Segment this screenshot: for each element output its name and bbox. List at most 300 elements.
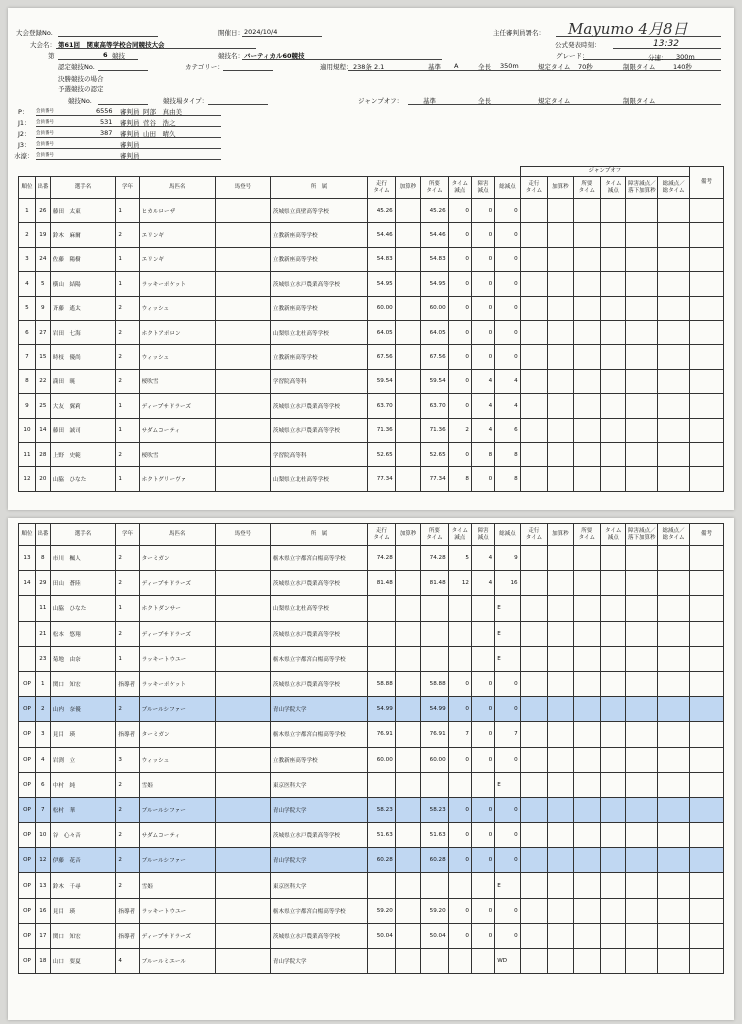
cell-empty [215, 823, 270, 848]
cell-jumpoff-empty [573, 646, 601, 671]
official-name-label: 審判員 [120, 152, 140, 160]
results-table-page-1 [18, 166, 724, 492]
cell-rider: 見目 瑛 [50, 898, 116, 923]
cell-rank: 6 [19, 320, 36, 344]
cell-jumpoff-empty [548, 923, 573, 948]
col-start: 出番 [35, 524, 50, 546]
cell-run [368, 596, 396, 621]
cell-run: 81.48 [368, 571, 396, 596]
cell-empty [215, 199, 270, 223]
cell-horse: ディープサドラーズ [139, 394, 215, 418]
standard-label: 基準 [428, 63, 441, 71]
cell-jumpoff-empty [601, 418, 626, 442]
cell-empty [395, 621, 420, 646]
cell-jumpoff-empty [658, 722, 690, 747]
cell-grade: 2 [116, 223, 139, 247]
cell-jumpoff-empty [658, 621, 690, 646]
cell-tot: 0 [495, 345, 520, 369]
cell-run: 60.00 [368, 296, 396, 320]
cell-horse: ホクトダンサー [139, 596, 215, 621]
cell-jumpoff-empty [573, 898, 601, 923]
col-rank: 順位 [19, 524, 36, 546]
col-total-pen: 総減点 [495, 524, 520, 546]
official-role: J3： [18, 141, 31, 149]
cell-jumpoff-empty [690, 467, 724, 491]
cell-tp: 0 [448, 223, 471, 247]
cell-jumpoff-empty [573, 369, 601, 393]
cell-jumpoff-empty [689, 571, 723, 596]
cell-rank: OP [19, 923, 36, 948]
cell-jumpoff-empty [626, 296, 658, 320]
jo-standard-label: 基準 [423, 97, 436, 105]
cell-op: 0 [471, 199, 494, 223]
cell-jumpoff-empty [601, 442, 626, 466]
cell-jumpoff-empty [548, 772, 573, 797]
col-obs-pen: 障害 減点 [471, 524, 494, 546]
cell-start: 19 [35, 223, 50, 247]
cell-req: 58.23 [421, 797, 449, 822]
table-row [19, 345, 724, 369]
cell-jumpoff-empty [658, 797, 690, 822]
cell-jumpoff-empty [658, 442, 690, 466]
col-remarks: 備考 [689, 524, 723, 546]
cell-rider: 山脇 ひなた [50, 596, 116, 621]
cell-start: 10 [35, 823, 50, 848]
cell-empty [395, 272, 420, 296]
cell-rank: 11 [19, 442, 36, 466]
cell-jumpoff-empty [658, 697, 690, 722]
table-row [19, 697, 724, 722]
official-role: P： [18, 108, 29, 116]
col-obs-pen: 障害 減点 [471, 177, 494, 199]
cell-req: 76.91 [421, 722, 449, 747]
cell-aff: 茨城県立水戸農業高等学校 [270, 671, 367, 696]
cell-tot: 0 [495, 199, 520, 223]
decider-label-1: 決勝競技の場合 [58, 75, 104, 83]
col-horse: 馬匹名 [139, 524, 215, 546]
cell-req [421, 596, 449, 621]
cell-req: 54.46 [421, 223, 449, 247]
cell-jumpoff-empty [658, 320, 690, 344]
cell-jumpoff-empty [520, 797, 548, 822]
cell-jumpoff-empty [548, 898, 573, 923]
cell-jumpoff-empty [573, 345, 601, 369]
cell-grade: 3 [116, 747, 139, 772]
cell-jumpoff-empty [573, 223, 601, 247]
cell-horse: ブルールミエール [139, 949, 215, 974]
col-horse: 馬匹名 [139, 177, 215, 199]
cell-start: 13 [35, 873, 50, 898]
cell-empty [215, 369, 270, 393]
cell-tot: 8 [495, 467, 520, 491]
cell-jumpoff-empty [573, 621, 601, 646]
cell-jumpoff-empty [520, 823, 548, 848]
official-name: 菅谷 浩之 [143, 119, 176, 127]
table-row [19, 223, 724, 247]
table-row [19, 772, 724, 797]
cell-jumpoff-empty [520, 442, 548, 466]
cell-jumpoff-empty [573, 546, 601, 571]
cell-horse: ウィッシュ [139, 345, 215, 369]
cell-jumpoff-empty [548, 646, 573, 671]
col-jo-run: 走行 タイム [520, 524, 548, 546]
col-rider: 選手名 [50, 177, 116, 199]
cell-tp: 0 [448, 797, 471, 822]
cell-grade: 1 [116, 272, 139, 296]
cell-jumpoff-empty [573, 442, 601, 466]
cell-tot: 0 [495, 697, 520, 722]
cell-jumpoff-empty [626, 797, 658, 822]
cell-jumpoff-empty [690, 296, 724, 320]
cell-aff: 茨城県立水戸農業高等学校 [270, 621, 367, 646]
cell-run: 71.36 [368, 418, 396, 442]
cell-start: 17 [35, 923, 50, 948]
cell-jumpoff-empty [601, 223, 626, 247]
cell-run: 67.56 [368, 345, 396, 369]
cell-empty [215, 223, 270, 247]
cell-jumpoff-empty [520, 747, 548, 772]
cell-jumpoff-empty [520, 394, 548, 418]
cell-req [421, 772, 449, 797]
col-jo-add: 加算秒 [548, 177, 573, 199]
cell-jumpoff-empty [520, 873, 548, 898]
cell-jumpoff-empty [626, 823, 658, 848]
cell-rank: OP [19, 848, 36, 873]
cell-jumpoff-empty [601, 621, 626, 646]
cell-jumpoff-empty [573, 418, 601, 442]
cell-grade: 1 [116, 247, 139, 271]
cell-jumpoff-empty [658, 369, 690, 393]
cell-rank: 4 [19, 272, 36, 296]
cell-tp: 0 [448, 442, 471, 466]
cell-horse: ターミガン [139, 722, 215, 747]
cell-jumpoff-empty [690, 442, 724, 466]
cell-tot: 8 [495, 442, 520, 466]
cell-tp: 0 [448, 369, 471, 393]
cell-jumpoff-empty [548, 442, 573, 466]
cell-grade: 1 [116, 199, 139, 223]
official-name-label: 審判員 [120, 130, 140, 138]
cell-horse: ディープサドラーズ [139, 571, 215, 596]
table-row [19, 596, 724, 621]
cell-start: 5 [35, 272, 50, 296]
cell-jumpoff-empty [658, 949, 690, 974]
cell-empty [215, 797, 270, 822]
cell-horse: ホクトグリーヴァ [139, 467, 215, 491]
cell-jumpoff-empty [690, 223, 724, 247]
cell-horse: ヒカルローザ [139, 199, 215, 223]
cell-start: 15 [35, 345, 50, 369]
results-sheet-page-2 [8, 518, 734, 1020]
col-add-sec: 加算秒 [395, 524, 420, 546]
official-sub: 会員番号 [36, 153, 54, 158]
cell-jumpoff-empty [520, 247, 548, 271]
cell-jumpoff-empty [573, 467, 601, 491]
cell-jumpoff-empty [548, 797, 573, 822]
cell-aff: 茨城県立真壁高等学校 [270, 199, 367, 223]
cell-tp [448, 772, 471, 797]
cell-jumpoff-empty [573, 571, 601, 596]
decider-label-2: 予選競技の認定 [58, 85, 104, 93]
cell-jumpoff-empty [689, 949, 723, 974]
cell-grade: 2 [116, 296, 139, 320]
cell-empty [215, 898, 270, 923]
cell-jumpoff-empty [689, 898, 723, 923]
jo-limit-label: 制限タイム [623, 97, 656, 105]
cell-jumpoff-empty [548, 747, 573, 772]
cell-req: 74.28 [421, 546, 449, 571]
cell-rank: 5 [19, 296, 36, 320]
table-row [19, 247, 724, 271]
cell-horse: ブルールシファー [139, 797, 215, 822]
col-req-time: 所要 タイム [421, 177, 449, 199]
cell-op: 0 [471, 345, 494, 369]
cell-jumpoff-empty [658, 923, 690, 948]
category-label: カテゴリー： [185, 63, 224, 71]
cell-grade: 1 [116, 467, 139, 491]
cell-run: 45.26 [368, 199, 396, 223]
col-time-pen: タイム 減点 [448, 177, 471, 199]
course-no-label: 競技No. [68, 97, 92, 105]
cell-rank: OP [19, 772, 36, 797]
cell-rank: 14 [19, 571, 36, 596]
cell-rider: 横山 結陽 [50, 272, 116, 296]
table-row [19, 467, 724, 491]
cell-jumpoff-empty [520, 697, 548, 722]
cell-op [471, 596, 494, 621]
cell-tot: E [495, 646, 520, 671]
results-table-page-2 [18, 523, 724, 974]
cell-horse: エリンギ [139, 247, 215, 271]
cell-tot: 0 [495, 848, 520, 873]
cell-run: 76.91 [368, 722, 396, 747]
cell-aff: 山梨県立北杜高等学校 [270, 467, 367, 491]
cell-horse: 雪姫 [139, 772, 215, 797]
cell-jumpoff-empty [690, 418, 724, 442]
cell-horse: ウィッシュ [139, 747, 215, 772]
official-name-label: 審判員 [120, 119, 140, 127]
cell-rank: 3 [19, 247, 36, 271]
cell-jumpoff-empty [601, 923, 626, 948]
speed-label: 分速： [648, 54, 668, 62]
table-row [19, 199, 724, 223]
cell-jumpoff-empty [626, 747, 658, 772]
cell-start: 1 [35, 671, 50, 696]
cell-op [471, 772, 494, 797]
cell-jumpoff-empty [690, 199, 724, 223]
cell-jumpoff-empty [601, 199, 626, 223]
cell-op: 0 [471, 898, 494, 923]
cell-op [471, 646, 494, 671]
cell-jumpoff-empty [573, 596, 601, 621]
cell-rider: 岩渕 立 [50, 747, 116, 772]
cell-empty [395, 873, 420, 898]
event-name-label: 競技名： [218, 52, 244, 60]
cell-rider: 関口 知宏 [50, 671, 116, 696]
cell-jumpoff-empty [626, 923, 658, 948]
cell-jumpoff-empty [601, 898, 626, 923]
cell-jumpoff-empty [520, 272, 548, 296]
cell-tp [448, 949, 471, 974]
official-time: 13:32 [653, 39, 679, 49]
cell-op: 0 [471, 848, 494, 873]
table-row [19, 646, 724, 671]
cell-jumpoff-empty [690, 345, 724, 369]
cell-tot: 9 [495, 546, 520, 571]
cell-grade: 4 [116, 949, 139, 974]
cell-jumpoff-empty [626, 596, 658, 621]
cell-jumpoff-empty [626, 320, 658, 344]
cell-aff: 学習院高等科 [270, 442, 367, 466]
col-start: 出番 [35, 177, 50, 199]
cell-jumpoff-empty [548, 823, 573, 848]
results-sheet-page-1 [8, 8, 734, 510]
cell-rider: 谷 心々音 [50, 823, 116, 848]
cell-rank: 9 [19, 394, 36, 418]
cell-empty [395, 320, 420, 344]
cell-req: 45.26 [421, 199, 449, 223]
cell-aff: 立教新座高等学校 [270, 747, 367, 772]
cell-rider: 中村 純 [50, 772, 116, 797]
table-row [19, 418, 724, 442]
cell-run: 59.54 [368, 369, 396, 393]
cell-req: 60.28 [421, 848, 449, 873]
cell-jumpoff-empty [658, 898, 690, 923]
cell-jumpoff-empty [520, 772, 548, 797]
cell-run [368, 621, 396, 646]
cell-tot: 0 [495, 320, 520, 344]
cell-grade: 指導者 [116, 923, 139, 948]
cell-jumpoff-empty [658, 345, 690, 369]
cell-start: 20 [35, 467, 50, 491]
cell-rider: 斉藤 遙太 [50, 296, 116, 320]
table-row [19, 621, 724, 646]
allowed-time-label: 規定タイム [538, 63, 571, 71]
cell-jumpoff-empty [658, 596, 690, 621]
official-num: 531 [100, 118, 113, 126]
cell-jumpoff-empty [548, 621, 573, 646]
cell-jumpoff-empty [626, 418, 658, 442]
cell-start: 8 [35, 546, 50, 571]
cell-jumpoff-empty [573, 722, 601, 747]
cell-start: 2 [35, 697, 50, 722]
cell-tot: E [495, 772, 520, 797]
cell-jumpoff-empty [658, 571, 690, 596]
cell-jumpoff-empty [626, 394, 658, 418]
cell-run [368, 949, 396, 974]
table-row [19, 546, 724, 571]
cell-op: 0 [471, 223, 494, 247]
cell-empty [215, 949, 270, 974]
cell-jumpoff-empty [658, 296, 690, 320]
cell-horse: 雪姫 [139, 873, 215, 898]
official-num: 6556 [96, 107, 113, 115]
length-value: 350m [500, 62, 519, 70]
cell-run: 51.63 [368, 823, 396, 848]
cell-jumpoff-empty [626, 697, 658, 722]
cell-rider: 松村 華 [50, 797, 116, 822]
cell-aff: 茨城県立水戸農業高等学校 [270, 394, 367, 418]
cell-jumpoff-empty [689, 797, 723, 822]
cell-req: 51.63 [421, 823, 449, 848]
cell-req [421, 873, 449, 898]
cell-jumpoff-empty [601, 646, 626, 671]
official-role: 水濠： [14, 152, 34, 160]
cell-run: 63.70 [368, 394, 396, 418]
cell-empty [215, 418, 270, 442]
cell-req: 59.54 [421, 369, 449, 393]
cell-jumpoff-empty [689, 621, 723, 646]
allowed-time-value: 70秒 [578, 63, 593, 71]
cell-jumpoff-empty [689, 646, 723, 671]
cell-rider: 藤田 太東 [50, 199, 116, 223]
cell-jumpoff-empty [548, 697, 573, 722]
cell-jumpoff-empty [601, 467, 626, 491]
cell-tot: 0 [495, 272, 520, 296]
cell-run [368, 646, 396, 671]
table-row [19, 394, 724, 418]
cell-empty [395, 772, 420, 797]
cell-jumpoff-empty [601, 345, 626, 369]
cell-jumpoff-empty [520, 546, 548, 571]
cell-jumpoff-empty [658, 418, 690, 442]
cell-run: 64.05 [368, 320, 396, 344]
cell-rank: OP [19, 747, 36, 772]
cell-op: 0 [471, 467, 494, 491]
col-jo-req: 所要 タイム [573, 524, 601, 546]
table-row [19, 369, 724, 393]
cell-jumpoff-empty [626, 646, 658, 671]
cell-tot: 0 [495, 247, 520, 271]
cell-start: 27 [35, 320, 50, 344]
cell-jumpoff-empty [548, 247, 573, 271]
cell-empty [395, 697, 420, 722]
cell-start: 24 [35, 247, 50, 271]
cell-empty [215, 247, 270, 271]
cell-jumpoff-empty [658, 646, 690, 671]
meet-name-label: 大会名： [30, 41, 56, 49]
cell-start: 11 [35, 596, 50, 621]
cell-run: 54.95 [368, 272, 396, 296]
cell-jumpoff-empty [520, 418, 548, 442]
cell-req: 54.99 [421, 697, 449, 722]
cell-jumpoff-empty [601, 369, 626, 393]
cell-jumpoff-empty [601, 571, 626, 596]
official-name: 阿部 真由美 [143, 108, 182, 116]
cell-empty [215, 772, 270, 797]
cell-empty [215, 671, 270, 696]
cell-jumpoff-empty [520, 345, 548, 369]
official-sub: 会員番号 [36, 131, 54, 136]
cell-jumpoff-empty [601, 823, 626, 848]
col-jo-time-pen: タイム 減点 [601, 524, 626, 546]
cell-run: 59.20 [368, 898, 396, 923]
cell-rank: 7 [19, 345, 36, 369]
cell-rank: OP [19, 873, 36, 898]
cell-horse: ラッキーポケット [139, 671, 215, 696]
cell-empty [395, 747, 420, 772]
cell-empty [395, 345, 420, 369]
cell-aff: 東京医科大学 [270, 873, 367, 898]
cell-jumpoff-empty [573, 671, 601, 696]
jumpoff-header: ジャンプオフ [520, 167, 689, 177]
cell-horse: ウィッシュ [139, 296, 215, 320]
cell-empty [395, 394, 420, 418]
cell-run: 54.99 [368, 697, 396, 722]
cell-rider: 上野 史範 [50, 442, 116, 466]
cell-op: 4 [471, 369, 494, 393]
cell-aff: 学習院高等科 [270, 369, 367, 393]
